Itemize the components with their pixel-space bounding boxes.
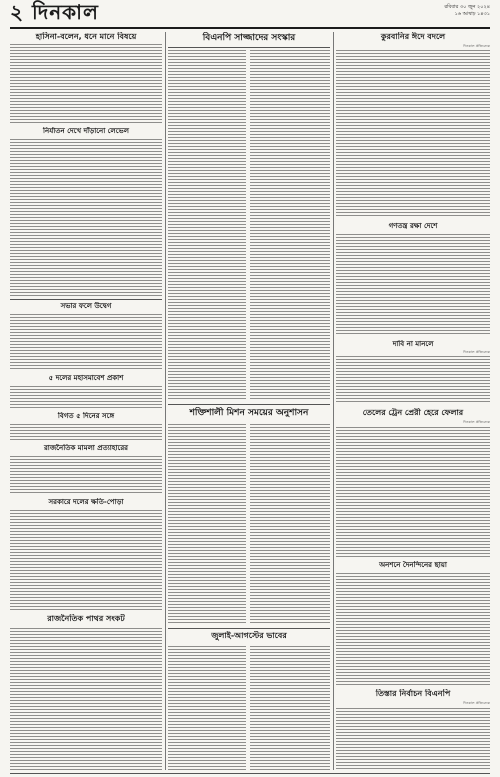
article-5-body <box>10 424 162 440</box>
article-3-headline: সভার ফলে উদ্বেগ <box>60 302 112 310</box>
right-article-5-body <box>336 573 490 685</box>
article-3-body <box>10 314 162 370</box>
article-6-headline: রাজনৈতিক মামলা প্রত্যাহারের <box>43 444 129 452</box>
center-article-1-headline-block <box>168 32 330 46</box>
center-article-3-body-col-2 <box>250 646 330 770</box>
article-8-headline-block <box>10 614 162 626</box>
right-article-4-headline: তেলের ট্রেন প্রেরী হেরে ফেলার <box>362 408 464 417</box>
article-2-headline-block <box>10 127 162 137</box>
right-article-2-headline: গণতন্ত্র রক্ষা দেশে <box>388 222 438 230</box>
divider <box>168 47 330 48</box>
article-7-headline-block <box>10 498 162 508</box>
article-6-headline-block <box>10 444 162 454</box>
masthead-rule <box>10 27 490 29</box>
right-article-2-headline-block <box>336 222 490 232</box>
column-rule-right <box>333 32 334 770</box>
right-article-4-byline: দিনকাল প্রতিবেদক <box>463 420 490 424</box>
center-article-2-headline: শক্তিশালী মিশন সময়ের অনুশাসন <box>189 408 309 418</box>
center-article-3-body-col-1 <box>168 646 246 770</box>
article-3-headline-block <box>10 302 162 312</box>
article-7-body <box>10 510 162 610</box>
divider <box>10 299 162 300</box>
center-article-1-body-col-2 <box>250 50 330 400</box>
right-article-3-byline: দিনকাল প্রতিবেদক <box>463 350 490 354</box>
right-article-5-headline-block <box>336 561 490 571</box>
article-1-headline-block <box>10 32 162 42</box>
center-article-2-body-col-2 <box>250 424 330 624</box>
article-2-body <box>10 139 162 297</box>
article-2-headline: নির্যাতন দেখে দাঁড়ানো লেভেল <box>43 127 129 135</box>
date-line-2: ১৬ আষাঢ় ১৪৩১ <box>454 11 490 17</box>
article-5-headline-block <box>10 412 162 422</box>
page-number: ২ <box>10 0 25 24</box>
article-1-headline: হাসিনা-বলেন, ধনে মানে বিষয়ে <box>35 32 137 41</box>
article-6-body <box>10 456 162 494</box>
article-5-headline: বিগত ৫ দিনের সঙ্গে <box>57 412 115 420</box>
right-article-1-body <box>336 50 490 218</box>
right-article-6-body <box>336 708 490 770</box>
right-article-2-body <box>336 234 490 336</box>
right-article-1-headline-block <box>336 32 490 44</box>
right-article-3-headline-block <box>336 340 490 350</box>
right-article-1-headline: কুরবানির ঈদে বদলে <box>380 32 446 41</box>
right-article-4-body <box>336 427 490 557</box>
article-8-body <box>10 628 162 770</box>
divider <box>168 404 330 405</box>
paper-name: দিনকাল <box>31 0 99 24</box>
article-7-headline: সরকারে দলের ক্ষতি-পোড়া <box>48 498 124 506</box>
right-article-4-headline-block <box>336 408 490 420</box>
center-article-2-body-col-1 <box>168 424 246 624</box>
right-article-3-body <box>336 356 490 404</box>
right-article-3-headline: দাবি না মানলে <box>392 340 434 348</box>
right-article-6-headline-block <box>336 689 490 701</box>
center-article-1-headline: বিএনপি সাজ্জাদের সংস্কার <box>202 33 296 43</box>
page-bottom-rule <box>10 773 490 774</box>
right-article-6-headline: তিস্তার নির্বাচন বিএনপি <box>375 689 451 698</box>
article-4-headline-block <box>10 374 162 384</box>
article-4-headline: ৫ দলের মহাসমাবেশ প্রকাশ <box>48 374 124 382</box>
divider <box>168 628 330 629</box>
right-article-1-byline: দিনকাল প্রতিবেদক <box>463 44 490 48</box>
center-article-1-body-col-1 <box>168 50 246 400</box>
center-article-2-headline-block <box>168 407 330 421</box>
center-article-3-headline-block <box>168 631 330 643</box>
center-article-3-headline: জুলাই-আগস্টের ভাবের <box>211 631 287 640</box>
masthead-title <box>10 2 99 22</box>
right-article-5-headline: অনশনে দৈনন্দিনের ছায়া <box>379 561 447 569</box>
article-8-headline: রাজনৈতিক পাথর সংকট <box>47 614 125 623</box>
right-article-6-byline: দিনকাল প্রতিবেদক <box>463 701 490 705</box>
masthead-date <box>444 4 490 18</box>
masthead <box>10 2 490 24</box>
article-1-body <box>10 44 162 124</box>
date-line-1: রবিবার ৩০ জুন ২০২৪ <box>444 4 490 10</box>
article-4-body <box>10 386 162 408</box>
column-rule-left <box>165 32 166 770</box>
